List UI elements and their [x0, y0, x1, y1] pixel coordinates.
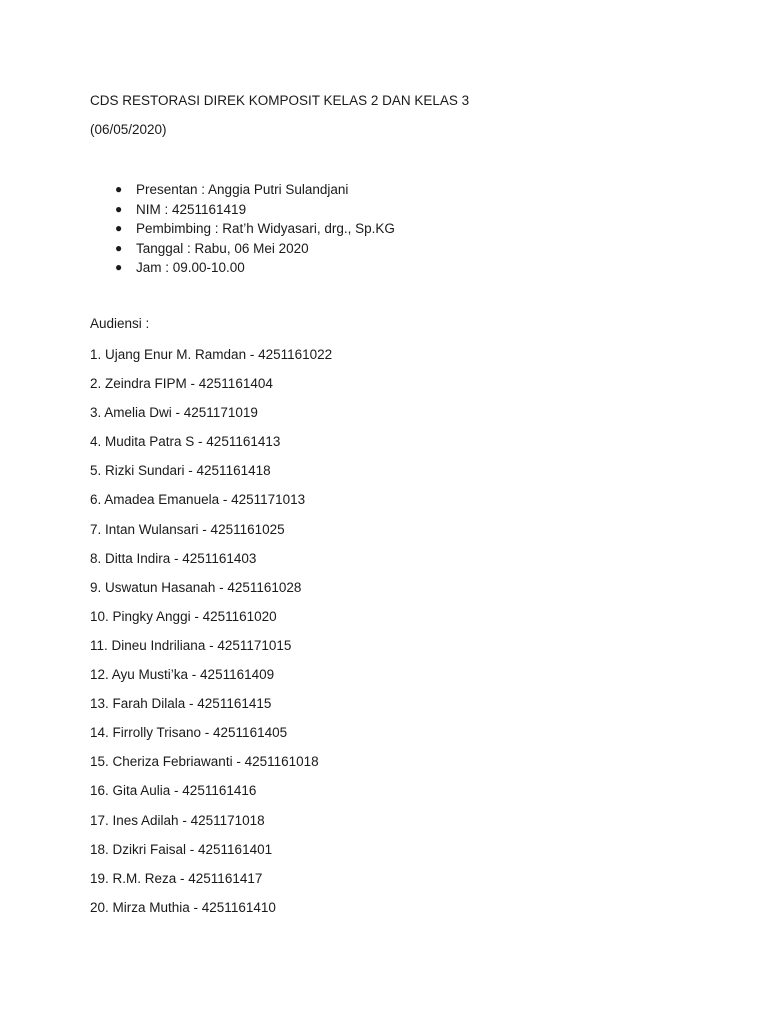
details-text: Presentan : Anggia Putri Sulandjani: [136, 182, 349, 197]
document-title: CDS RESTORASI DIREK KOMPOSIT KELAS 2 DAN KELAS 3: [90, 93, 470, 108]
document-date: (06/05/2020): [90, 122, 167, 137]
audience-item: 3. Amelia Dwi - 4251171019: [90, 405, 258, 421]
audience-item: 15. Cheriza Febriawanti - 4251161018: [90, 754, 319, 770]
audience-heading: Audiensi :: [90, 316, 150, 331]
bullet-icon: ●: [115, 221, 123, 235]
details-text: Tanggal : Rabu, 06 Mei 2020: [136, 240, 309, 256]
details-item: [115, 239, 395, 259]
audience-item: 14. Firrolly Trisano - 4251161405: [90, 725, 288, 741]
audience-item: 9. Uswatun Hasanah - 4251161028: [90, 579, 302, 595]
audience-item: 5. Rizki Sundari - 4251161418: [90, 463, 271, 479]
audience-item: 13. Farah Dilala - 4251161415: [90, 696, 272, 712]
audience-item: 8. Ditta Indira - 4251161403: [90, 550, 257, 566]
details-list: [115, 180, 395, 278]
audience-item: 16. Gita Aulia - 4251161416: [90, 783, 257, 799]
audience-item: 19. R.M. Reza - 4251161417: [90, 870, 263, 886]
bullet-icon: ●: [115, 182, 123, 196]
audience-list: [90, 345, 332, 927]
details-item: [115, 200, 395, 220]
audience-item: 18. Dzikri Faisal - 4251161401: [90, 841, 273, 857]
details-text: Jam : 09.00-10.00: [136, 260, 245, 275]
bullet-icon: ●: [115, 201, 123, 216]
audience-item: 20. Mirza Muthia - 4251161410: [90, 899, 276, 915]
audience-item: 1. Ujang Enur M. Ramdan - 4251161022: [90, 347, 333, 362]
bullet-icon: ●: [115, 260, 123, 274]
details-text: Pembimbing : Rat’h Widyasari, drg., Sp.KG: [136, 221, 395, 236]
details-item: [115, 219, 395, 239]
audience-item: 7. Intan Wulansari - 4251161025: [90, 521, 285, 537]
audience-item: 10. Pingky Anggi - 4251161020: [90, 608, 277, 624]
audience-item: 2. Zeindra FIPM - 4251161404: [90, 376, 273, 392]
audience-item: 11. Dineu Indriliana - 4251171015: [90, 637, 292, 653]
audience-item: 4. Mudita Patra S - 4251161413: [90, 434, 281, 450]
details-item: [115, 258, 395, 278]
details-item: [115, 180, 395, 200]
bullet-icon: ●: [115, 240, 123, 255]
audience-item: 12. Ayu Musti’ka - 4251161409: [90, 667, 275, 683]
details-text: NIM : 4251161419: [136, 201, 247, 217]
audience-item: 6. Amadea Emanuela - 4251171013: [90, 492, 306, 508]
audience-item: 17. Ines Adilah - 4251171018: [90, 812, 265, 828]
